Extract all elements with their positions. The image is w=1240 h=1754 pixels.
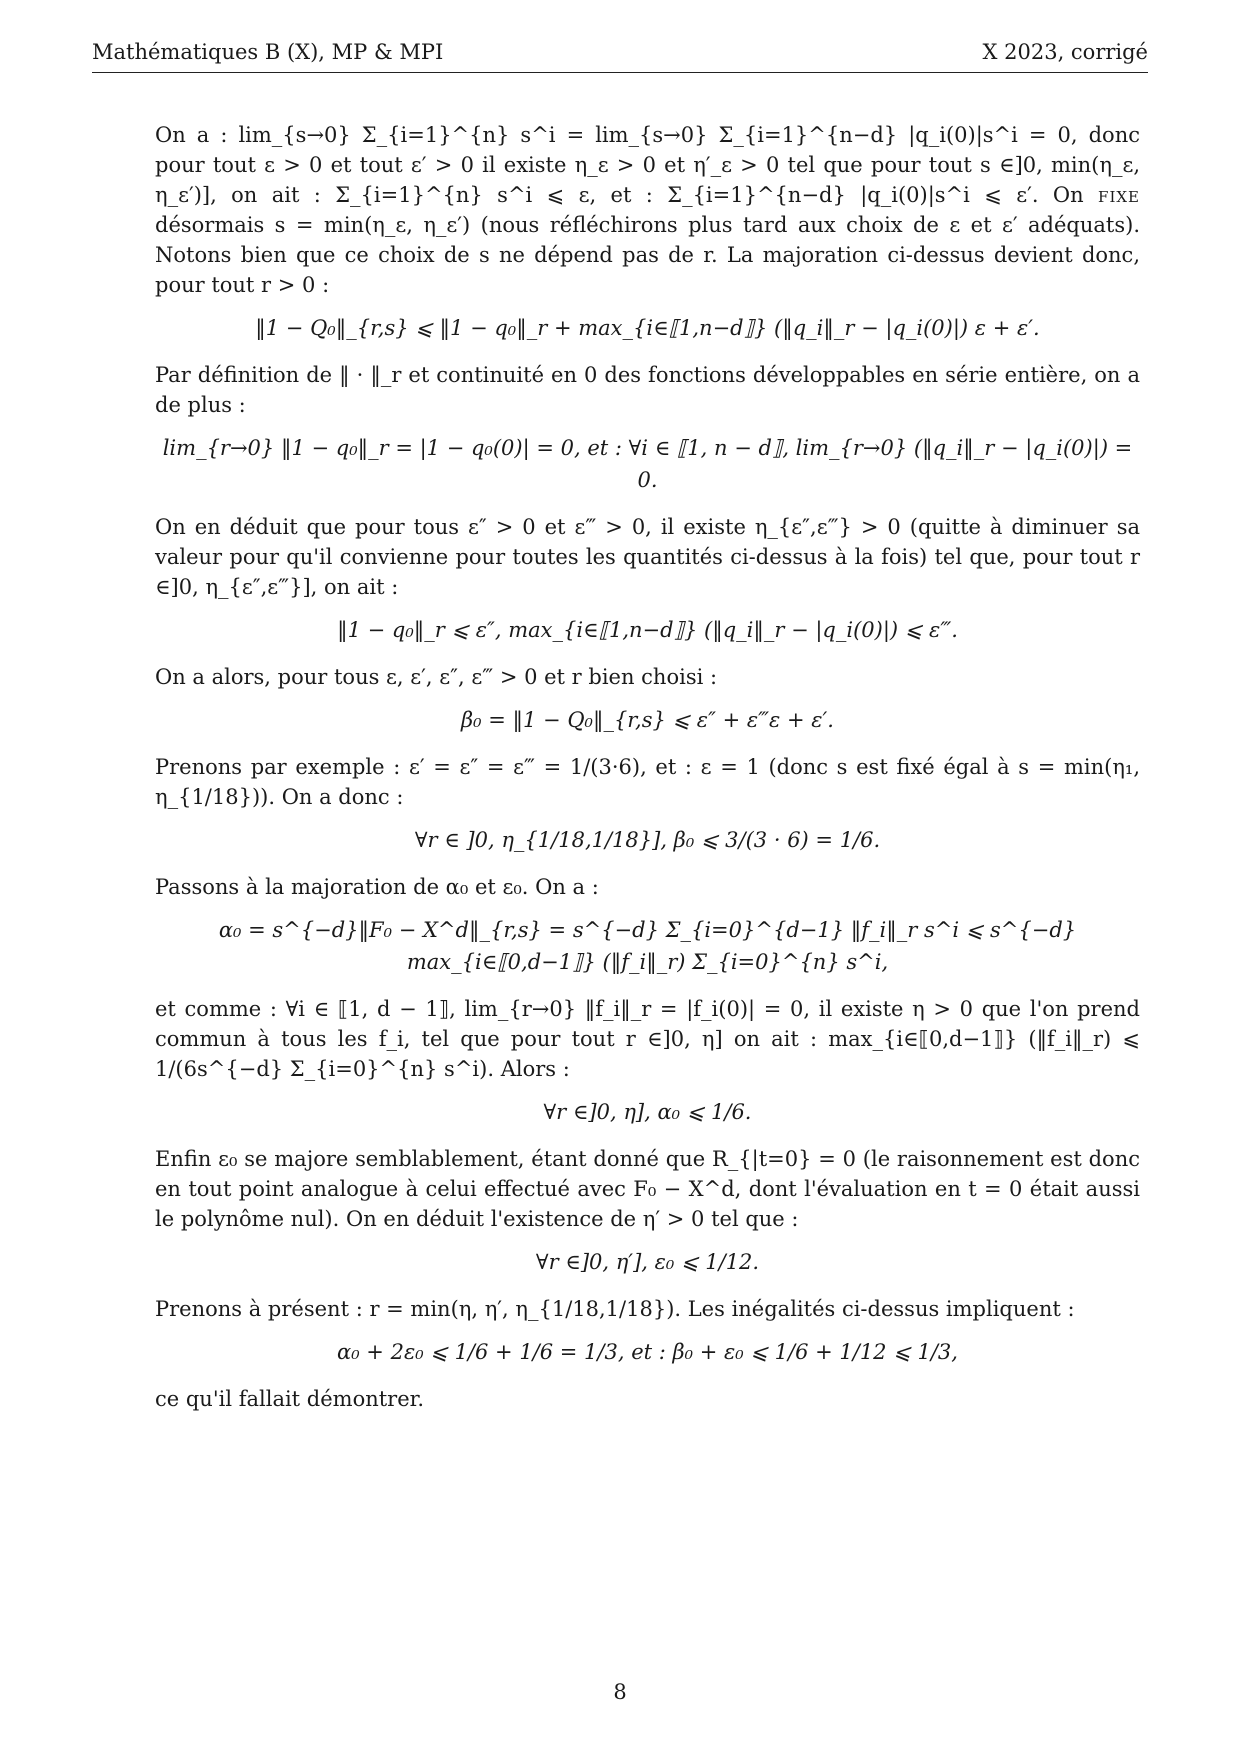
page-number: 8 [613, 1680, 627, 1704]
equation-3: ‖1 − q₀‖_r ⩽ ε″, max_{i∈⟦1,n−d⟧} (‖q_i‖_r − |q_i(0)|) ⩽ ε‴. [337, 618, 958, 642]
fixe-keyword: fixe [1098, 183, 1140, 207]
header-course-title: Mathématiques B (X), MP & MPI [92, 40, 444, 64]
paragraph-1-continued: désormais s = min(η_ε, η_ε′) (nous réfléchirons plus tard aux choix de ε et ε′ adéquats). Notons bien que ce choix de s ne dépend pas de r. La majoration ci-dessus devient donc, pour tout r > 0 : [155, 213, 1140, 297]
equation-9: α₀ + 2ε₀ ⩽ 1/6 + 1/6 = 1/3, et : β₀ + ε₀ ⩽ 1/6 + 1/12 ⩽ 1/3, [337, 1340, 958, 1364]
paragraph-4: On a alors, pour tous ε, ε′, ε″, ε‴ > 0 et r bien choisi : [155, 665, 718, 689]
paragraph-5: Prenons par exemple : ε′ = ε″ = ε‴ = 1/(3·6), et : ε = 1 (donc s est fixé égal à s = min(η₁, η_{1/18})). On a donc : [155, 755, 1140, 809]
equation-2: lim_{r→0} ‖1 − q₀‖_r = |1 − q₀(0)| = 0, et : ∀i ∈ ⟦1, n − d⟧, lim_{r→0} (‖q_i‖_r − |q_i(0)|) = 0. [162, 436, 1133, 492]
paragraph-9: Prenons à présent : r = min(η, η′, η_{1/18,1/18}). Les inégalités ci-dessus impliquent : [155, 1297, 1075, 1321]
equation-4: β₀ = ‖1 − Q₀‖_{r,s} ⩽ ε″ + ε‴ε + ε′. [461, 708, 834, 732]
running-header [92, 38, 1148, 73]
equation-8: ∀r ∈]0, η′], ε₀ ⩽ 1/12. [535, 1250, 760, 1274]
equation-7: ∀r ∈]0, η], α₀ ⩽ 1/6. [543, 1100, 752, 1124]
paragraph-10: ce qu'il fallait démontrer. [155, 1387, 425, 1411]
equation-1: ‖1 − Q₀‖_{r,s} ⩽ ‖1 − q₀‖_r + max_{i∈⟦1,n−d⟧} (‖q_i‖_r − |q_i(0)|) ε + ε′. [255, 316, 1040, 340]
equation-5: ∀r ∈ ]0, η_{1/18,1/18}], β₀ ⩽ 3/(3 · 6) = 1/6. [414, 828, 881, 852]
paragraph-1 [155, 120, 1140, 300]
paragraph-8: Enfin ε₀ se majore semblablement, étant donné que R_{|t=0} = 0 (le raisonnement est donc en tout point analogue à celui effectué avec F₀ − X^d, dont l'évaluation en t = 0 était aussi le polynôme nul). On en déduit l'existence de η′ > 0 tel que : [155, 1147, 1140, 1231]
paragraph-2: Par définition de ‖ · ‖_r et continuité en 0 des fonctions développables en série entière, on a de plus : [155, 363, 1140, 417]
paragraph-6: Passons à la majoration de α₀ et ε₀. On a : [155, 875, 599, 899]
paragraph-1-text: On a : lim_{s→0} Σ_{i=1}^{n} s^i = lim_{s→0} Σ_{i=1}^{n−d} |q_i(0)|s^i = 0, donc pour tout ε > 0 et tout ε′ > 0 il existe η_ε > 0 et η′_ε > 0 tel que pour tout s ∈]0, min(η_ε, η_ε′)], on ait : Σ_{i=1}^{n} s^i ⩽ ε, et : Σ_{i=1}^{n−d} |q_i(0)|s^i ⩽ ε′. On [155, 123, 1140, 207]
page-body [155, 120, 1140, 1426]
equation-6: α₀ = s^{−d}‖F₀ − X^d‖_{r,s} = s^{−d} Σ_{i=0}^{d−1} ‖f_i‖_r s^i ⩽ s^{−d} max_{i∈⟦0,d−1⟧} (‖f_i‖_r) Σ_{i=0}^{n} s^i, [218, 918, 1077, 974]
paragraph-7: et comme : ∀i ∈ ⟦1, d − 1⟧, lim_{r→0} ‖f_i‖_r = |f_i(0)| = 0, il existe η > 0 que l'on prend commun à tous les f_i, tel que pour tout r ∈]0, η] on ait : max_{i∈⟦0,d−1⟧} (‖f_i‖_r) ⩽ 1/(6s^{−d} Σ_{i=0}^{n} s^i). Alors : [155, 997, 1140, 1081]
paragraph-3: On en déduit que pour tous ε″ > 0 et ε‴ > 0, il existe η_{ε″,ε‴} > 0 (quitte à diminuer sa valeur pour qu'il convienne pour toutes les quantités ci-dessus à la fois) tel que, pour tout r ∈]0, η_{ε″,ε‴}], on ait : [155, 515, 1140, 599]
header-exam-label: X 2023, corrigé [982, 40, 1148, 64]
